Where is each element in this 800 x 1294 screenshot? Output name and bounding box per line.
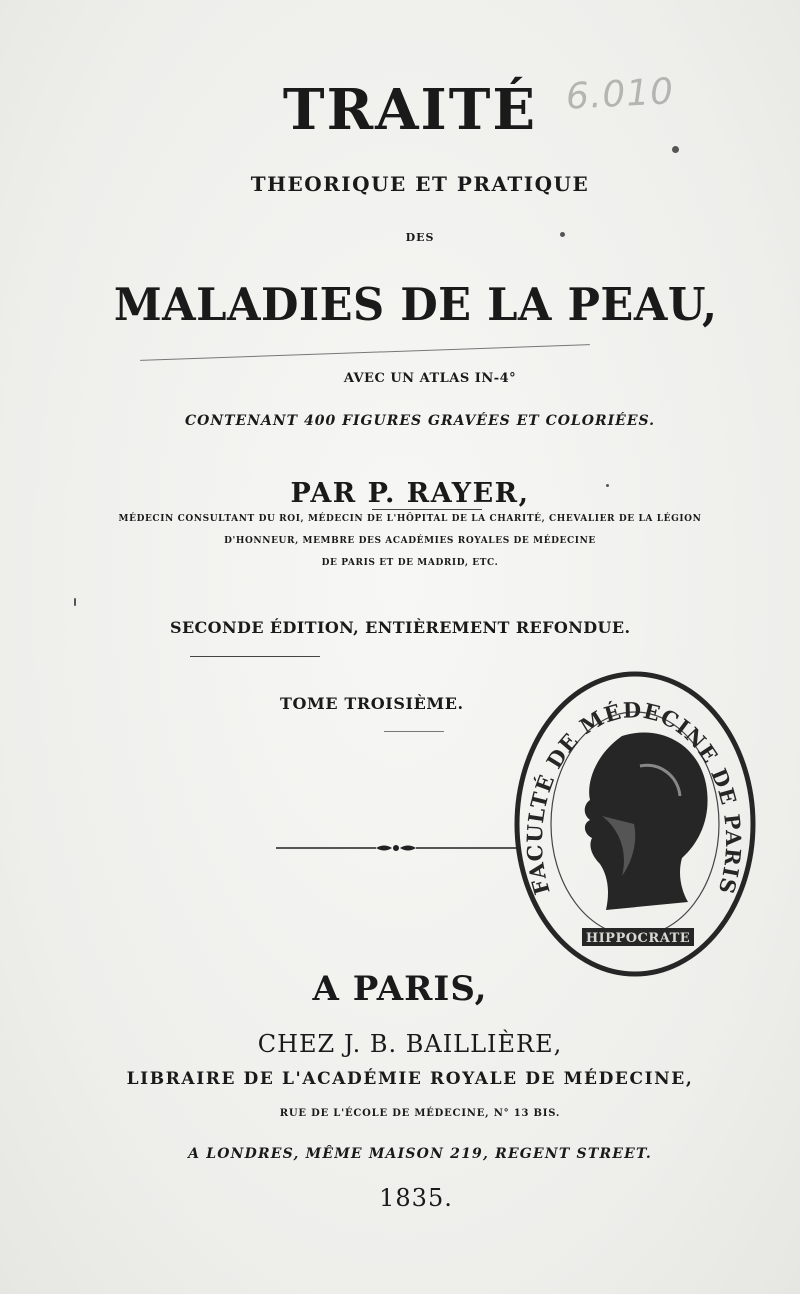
hippocrates-profile bbox=[585, 733, 708, 910]
imprint-address: RUE DE L'ÉCOLE DE MÉDECINE, N° 13 BIS. bbox=[279, 1108, 561, 1119]
author-qualification-2: D'HONNEUR, MEMBRE DES ACADÉMIES ROYALES DE MÉDECINE bbox=[224, 536, 596, 546]
book-subtitle: THEORIQUE ET PRATIQUE bbox=[250, 172, 590, 196]
paper-speck bbox=[560, 232, 565, 237]
book-main-title: MALADIES DE LA PEAU, bbox=[113, 278, 718, 331]
stamp-text: FACULTÉ DE MÉDECINE DE PARIS bbox=[521, 697, 747, 898]
imprint-london: A LONDRES, MÊME MAISON 219, REGENT STREET. bbox=[188, 1146, 652, 1162]
book-des: DES bbox=[405, 231, 435, 244]
stamp-banner: HIPPOCRATE bbox=[585, 931, 691, 946]
imprint-year: 1835. bbox=[379, 1184, 453, 1212]
edition-line: SECONDE ÉDITION, ENTIÈREMENT REFONDUE. bbox=[170, 618, 631, 637]
rule-under-volume bbox=[384, 731, 444, 732]
atlas-line: AVEC UN ATLAS IN-4° bbox=[343, 371, 517, 386]
imprint-publisher: CHEZ J. B. BAILLIÈRE, bbox=[257, 1030, 563, 1058]
book-title: TRAITÉ bbox=[282, 77, 538, 143]
author-line: PAR P. RAYER, bbox=[290, 478, 530, 509]
imprint-place: A PARIS, bbox=[312, 969, 488, 1009]
shelfmark: 6.010 bbox=[565, 71, 676, 118]
library-stamp bbox=[510, 666, 760, 982]
author-qualification-1: MÉDECIN CONSULTANT DU ROI, MÉDECIN DE L'HÔPITAL DE LA CHARITÉ, CHEVALIER DE LA LÉGION bbox=[118, 514, 702, 524]
ornamental-rule bbox=[272, 840, 522, 856]
rule-under-edition bbox=[190, 656, 320, 657]
author-qualification-3: DE PARIS ET DE MADRID, ETC. bbox=[321, 558, 499, 568]
imprint-publisher-title: LIBRAIRE DE L'ACADÉMIE ROYALE DE MÉDECINE, bbox=[126, 1069, 694, 1089]
paper-speck bbox=[606, 484, 609, 487]
contents-line: CONTENANT 400 FIGURES GRAVÉES ET COLORIÉES. bbox=[185, 413, 655, 429]
rule-under-main-title bbox=[140, 344, 590, 361]
paper-speck bbox=[74, 598, 76, 606]
paper-speck bbox=[672, 146, 679, 153]
volume-line: TOME TROISIÈME. bbox=[280, 694, 464, 713]
rule-under-author bbox=[372, 509, 482, 510]
